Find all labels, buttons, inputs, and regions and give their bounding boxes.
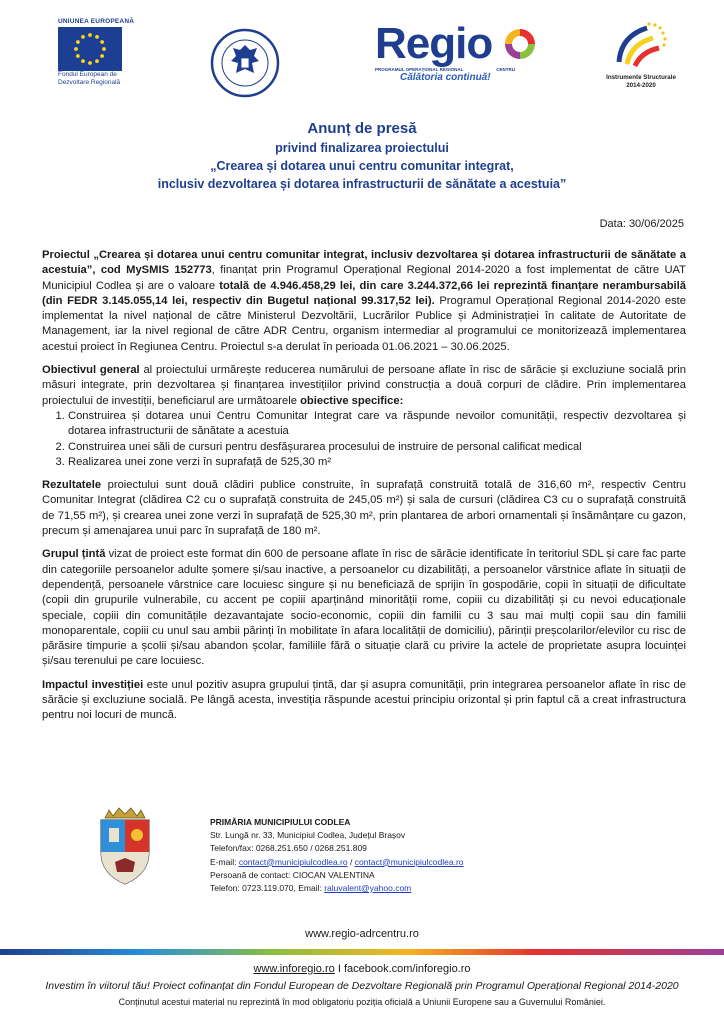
eu-logo-line2: Dezvoltare Regională (58, 79, 121, 86)
specific-objectives-list (42, 409, 686, 470)
press-release-title (0, 119, 724, 193)
target-group-label: Grupul țintă (42, 548, 106, 561)
project-program-text: Programul Operațional Regional 2014-2020 este implementat la nivel național de către Ministerul Dezvoltării, Lucrărilor Publice și Administrației în calitate de Autoritate de Management, iar la nivel regional de către ADR Centru, organism intermediar al (42, 294, 686, 338)
list-item: 2. Construirea unei săli de cursuri pentru desfășurarea procesului de instruire de personal calificat medical (68, 440, 686, 455)
regio-region-label: CENTRU (496, 67, 515, 72)
regio-adrcentru-link[interactable]: www.regio-adrcentru.ro (305, 928, 419, 940)
contact-block (210, 816, 464, 895)
instrumente-structurale-logo (598, 18, 684, 90)
regio-circle-icon (503, 27, 537, 61)
regio-motto: Călătoria continuă! (400, 72, 491, 83)
contact-email-line (210, 856, 464, 869)
subtitle-line2: „Crearea și dotarea unui centru comunitar integrat, (210, 159, 514, 173)
contact-person: Persoană de contact: CIOCAN VALENTINA (210, 869, 375, 880)
general-objective-label: Obiectivul general (42, 364, 140, 377)
impact-text: este unul pozitiv asupra grupului țintă, dar și asupra comunității, prin integrarea persoanelor aflate în risc de sărăcie și excluziune socială. Pe lângă acesta, investiția răspunde acestui principiu orizontal și prin faptul că a creat infrastructura pentru noi locuri de muncă. (42, 678, 686, 722)
paragraph-results (42, 478, 686, 539)
project-value: totală de 4.946.458,29 lei, din care 3.244.372,66 lei reprezintă finanțare nerambursabilă (din FEDR 3.145.055,14 lei, respectiv din Bugetul național 99.317,52 lei). (42, 279, 686, 307)
results-text: proiectului sunt două clădiri publice construite, în suprafață construită totală de 316,60 m², respectiv Centru Comunitar Integrat (clădirea C2 cu o suprafață construita de 245,05 m²) și sala de cursuri (clădirea C3 cu o suprafață construită de 71,55 m²), și crearea unei zone verzi în suprafață de 525,30 m², prin plantarea de arbori ornamentali și însămânțare cu gazon, precum și amenajarea unui parc în suprafață de 180 m². (42, 479, 686, 538)
government-logo (210, 28, 280, 103)
eu-logo-title: UNIUNEA EUROPEANĂ (58, 18, 135, 25)
inforegio-link[interactable]: www.inforegio.ro (253, 963, 335, 975)
government-seal-icon (210, 28, 280, 98)
results-label: Rezultatele (42, 479, 102, 492)
paragraph-project (42, 248, 686, 355)
email-link-1[interactable]: contact@municipiulcodlea.ro (238, 856, 348, 867)
email-label: E-mail: (210, 856, 239, 867)
contact-person-email-link[interactable]: raluvalent@yahoo.com (324, 883, 412, 894)
list-item: 3. Realizarea unei zone verzi în suprafață de 525,30 m² (68, 455, 686, 470)
footer-disclaimer: Conținutul acestui material nu reprezintă în mod obligatoriu poziția oficială a Uniunii Europene sau a Guvernului României. (118, 997, 606, 1007)
contact-tel-line (210, 882, 464, 895)
instrumente-structurale-line1: Instrumente Structurale (606, 74, 676, 81)
subtitle-line3: inclusiv dezvoltarea și dotarea infrastructurii de sănătate a acestuia” (157, 177, 567, 191)
paragraph-objectives (42, 363, 686, 409)
project-name: Proiectul „Crearea și dotarea unui centru comunitar integrat, inclusiv dezvoltarea și dotarea infrastructurii de sănătate a acestuia”, cod MySMIS 152773 (42, 249, 686, 277)
coat-of-arms-icon (93, 806, 157, 886)
facebook-link[interactable]: I facebook.com/inforegio.ro (334, 963, 471, 975)
list-item: 1. Construirea și dotarea unui Centru Comunitar Integrat care va răspunde nevoilor comunității, respectiv dezvoltarea și dotarea infrastructurii de sănătate a acestuia (68, 409, 686, 440)
target-group-text: vizat de proiect este format din 600 de persoane aflate în risc de sărăcie identificate în teritoriul SDL și care fac parte din categoriile persoanelor adulte șomere și/sau inactive, a persoanelor cu dizabilități, a persoanelor vârstnice aflate în situații de dependență, persoanele vârstnice care locuiesc singure și nu beneficiază de sprijin în gospodărie, copii în situații de dificultate (copii din grupurile vulnerabile, cu accent pe copiii aparținând minorității rome, copiii cu dizabilități și cu nevoi educaționale speciale, copiii din comunitățile dezavantajate socio-economic, copiii din familii cu 3 sau mai mulți copii sau din familii monoparentale, copiii cu unul sau ambii părinți în mobilitate în afara localității de domiciliu), părinții preșcolarilor/elevilor cu risc de părăsire timpurie a școlii și/sau abandon școlar, familiile fără o situație clară cu privire la actele de proprietate asupra locuinței și/sau terenului pe care locuiesc. (42, 548, 687, 668)
general-objective-text: al proiectului urmărește reducerea numărului de persoane aflate în risc de sărăcie și excluziune socială prin măsuri integrate, prin dezvoltarea și finanțarea investițiilor privind construcția a două corpuri de clădire. Prin implementarea proiectului de investiții, beneficiarul are următoarele (42, 364, 686, 407)
subtitle-line1: privind finalizarea proiectului (275, 141, 449, 155)
contact-heading: PRIMĂRIA MUNICIPIULUI CODLEA (210, 817, 351, 827)
project-financing-text: , finanțat prin Programul Operațional Regional 2014-2020 a fost implementat de către UAT Municipiul Codlea și are o valoare (42, 264, 686, 292)
inforegio-links (0, 963, 724, 975)
instrumente-structurale-line2: 2014-2020 (626, 82, 656, 89)
release-date: Data: 30/06/2025 (599, 218, 684, 230)
page-title: Anunț de presă (307, 120, 417, 137)
specific-objectives-label: obiective specifice: (300, 394, 404, 407)
eu-logo-line1: Fondul European de (58, 71, 117, 78)
paragraph-impact (42, 678, 686, 724)
contact-address: Str. Lungă nr. 33, Municipiul Codlea, Județul Brașov (210, 830, 406, 841)
email-separator: / (347, 856, 355, 867)
color-stripe (0, 949, 724, 955)
paragraph-target-group (42, 547, 686, 669)
logo-bar (0, 10, 724, 100)
contact-phone: Telefon/fax: 0268.251.650 / 0268.251.809 (210, 843, 367, 854)
eu-logo (58, 18, 148, 87)
press-release-body (42, 248, 686, 732)
project-period-text: programului ce monitorizează implementarea acestui proiect în Regiunea Centru. Proiectul s-a derulat în perioada 01.06.2021 – 30.06.2025. (42, 325, 686, 353)
tel-label: Telefon: 0723.119.070, Email: (210, 883, 325, 894)
regio-program-label: PROGRAMUL OPERAȚIONAL REGIONAL (375, 67, 464, 72)
regio-logo (375, 19, 545, 83)
eu-flag-icon (58, 27, 122, 71)
instrumente-structurale-icon (611, 18, 671, 74)
codlea-coat-of-arms (93, 806, 157, 891)
footer-tagline: Investim în viitorul tău! Proiect cofinanțat din Fondul European de Dezvoltare Regională prin Programul Operațional Regional 2014-2020 (45, 980, 679, 992)
email-link-2[interactable]: contact@municipiulcodlea.ro (354, 856, 464, 867)
impact-label: Impactul investiției (42, 678, 144, 691)
regio-logo-word: Regio (375, 19, 493, 68)
